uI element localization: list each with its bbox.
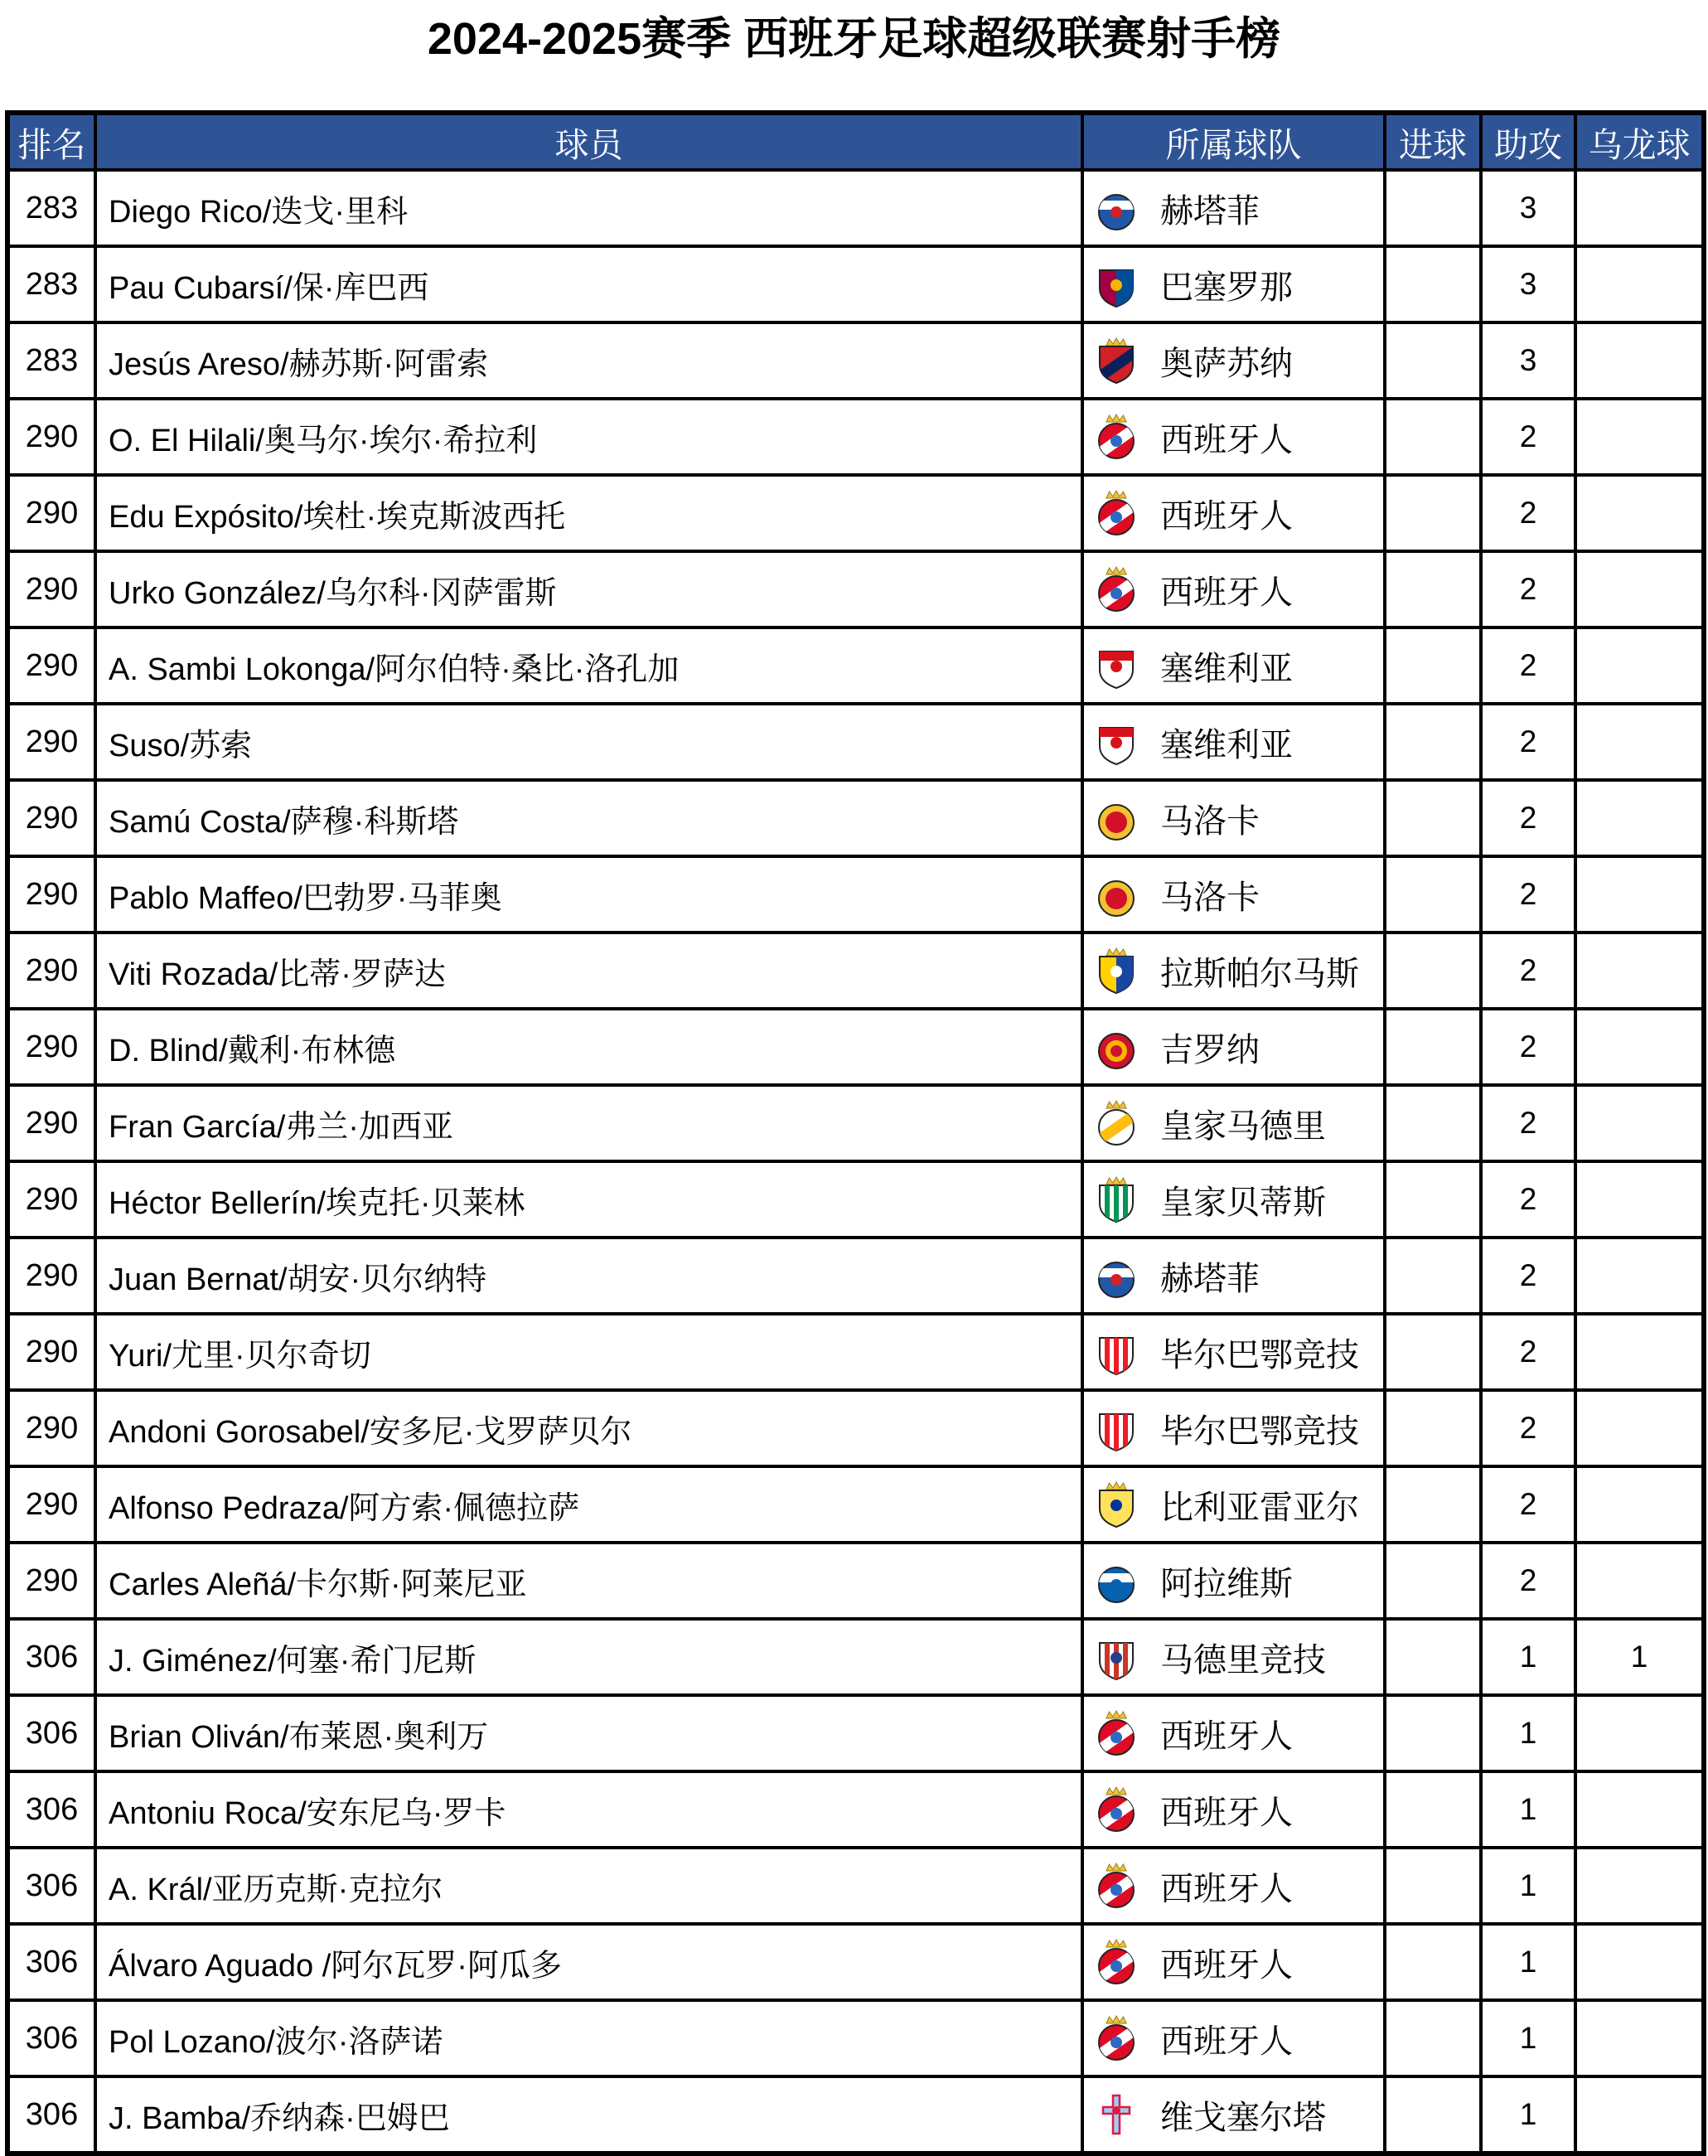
goals-cell — [1385, 551, 1481, 627]
goals-cell — [1385, 170, 1481, 246]
atletico-madrid-badge-icon — [1096, 1633, 1137, 1681]
team-name: 西班牙人 — [1160, 1794, 1293, 1831]
own-goals-cell — [1575, 1924, 1704, 2000]
goals-cell — [1385, 1085, 1481, 1161]
table-row — [7, 475, 1704, 551]
rank-cell: 290 — [7, 1009, 95, 1085]
table-row — [7, 1619, 1704, 1695]
goals-cell — [1385, 2076, 1481, 2154]
player-cell: Juan Bernat/胡安·贝尔纳特 — [95, 1238, 1082, 1314]
espanyol-badge-icon — [1096, 489, 1137, 537]
team-name: 马德里竞技 — [1160, 1641, 1326, 1679]
column-header-player: 球员 — [95, 113, 1082, 170]
assists-cell: 2 — [1481, 1390, 1575, 1466]
real-betis-badge-icon — [1096, 1175, 1137, 1223]
team-cell — [1082, 322, 1385, 399]
team-name: 皇家贝蒂斯 — [1160, 1184, 1326, 1221]
player-cell: Álvaro Aguado /阿尔瓦罗·阿瓜多 — [95, 1924, 1082, 2000]
goals-cell — [1385, 1314, 1481, 1390]
assists-cell: 2 — [1481, 551, 1575, 627]
osasuna-badge-icon — [1096, 337, 1137, 385]
team-name: 赫塔菲 — [1160, 1260, 1260, 1297]
table-row — [7, 1390, 1704, 1466]
own-goals-cell — [1575, 780, 1704, 856]
team-wrap — [1096, 870, 1382, 918]
rank-cell: 290 — [7, 780, 95, 856]
rank-cell: 283 — [7, 246, 95, 322]
own-goals-cell — [1575, 1009, 1704, 1085]
goals-cell — [1385, 933, 1481, 1009]
goals-cell — [1385, 1009, 1481, 1085]
player-cell: Yuri/尤里·贝尔奇切 — [95, 1314, 1082, 1390]
table-row — [7, 551, 1704, 627]
own-goals-cell — [1575, 1161, 1704, 1238]
player-cell: Brian Oliván/布莱恩·奥利万 — [95, 1695, 1082, 1771]
rank-cell: 306 — [7, 2000, 95, 2076]
assists-cell: 2 — [1481, 399, 1575, 475]
own-goals-cell — [1575, 551, 1704, 627]
player-cell: Alfonso Pedraza/阿方索·佩德拉萨 — [95, 1466, 1082, 1543]
team-cell — [1082, 1238, 1385, 1314]
sevilla-badge-icon — [1096, 642, 1137, 690]
rank-cell: 306 — [7, 1924, 95, 2000]
goals-cell — [1385, 1695, 1481, 1771]
team-cell — [1082, 1619, 1385, 1695]
assists-cell: 1 — [1481, 2000, 1575, 2076]
table-row — [7, 399, 1704, 475]
table-row — [7, 933, 1704, 1009]
team-cell — [1082, 1085, 1385, 1161]
real-madrid-badge-icon — [1096, 1099, 1137, 1147]
team-wrap — [1096, 1557, 1382, 1605]
rank-cell: 290 — [7, 627, 95, 704]
goals-cell — [1385, 704, 1481, 780]
own-goals-cell — [1575, 2076, 1704, 2154]
team-name: 阿拉维斯 — [1160, 1565, 1293, 1602]
assists-cell: 2 — [1481, 1085, 1575, 1161]
player-cell: Samú Costa/萨穆·科斯塔 — [95, 780, 1082, 856]
team-name: 皇家马德里 — [1160, 1107, 1326, 1145]
rank-cell: 306 — [7, 1848, 95, 1924]
table-row — [7, 322, 1704, 399]
goals-cell — [1385, 1390, 1481, 1466]
villarreal-badge-icon — [1096, 1480, 1137, 1529]
athletic-bilbao-badge-icon — [1096, 1404, 1137, 1452]
table-row — [7, 704, 1704, 780]
goals-cell — [1385, 399, 1481, 475]
assists-cell: 2 — [1481, 1238, 1575, 1314]
espanyol-badge-icon — [1096, 1709, 1137, 1757]
page-title: 2024-2025赛季 西班牙足球超级联赛射手榜 — [427, 14, 1281, 64]
team-cell — [1082, 1161, 1385, 1238]
team-wrap — [1096, 718, 1382, 766]
player-cell: Héctor Bellerín/埃克托·贝莱林 — [95, 1161, 1082, 1238]
player-cell: A. Král/亚历克斯·克拉尔 — [95, 1848, 1082, 1924]
team-cell — [1082, 2076, 1385, 2154]
team-cell — [1082, 551, 1385, 627]
rank-cell: 290 — [7, 1238, 95, 1314]
team-wrap — [1096, 1099, 1382, 1147]
own-goals-cell — [1575, 1771, 1704, 1848]
assists-cell: 2 — [1481, 856, 1575, 933]
goals-cell — [1385, 627, 1481, 704]
table-row — [7, 627, 1704, 704]
column-header-goals: 进球 — [1385, 113, 1481, 170]
table-row — [7, 1695, 1704, 1771]
player-cell: A. Sambi Lokonga/阿尔伯特·桑比·洛孔加 — [95, 627, 1082, 704]
table-row — [7, 170, 1704, 246]
team-wrap — [1096, 642, 1382, 690]
team-wrap — [1096, 1709, 1382, 1757]
own-goals-cell — [1575, 399, 1704, 475]
team-wrap — [1096, 1480, 1382, 1529]
own-goals-cell — [1575, 475, 1704, 551]
rank-cell: 290 — [7, 1466, 95, 1543]
team-cell — [1082, 2000, 1385, 2076]
team-name: 巴塞罗那 — [1160, 269, 1293, 306]
team-name: 拉斯帕尔马斯 — [1160, 955, 1359, 992]
assists-cell: 2 — [1481, 1009, 1575, 1085]
espanyol-badge-icon — [1096, 1785, 1137, 1834]
table-row — [7, 1466, 1704, 1543]
espanyol-badge-icon — [1096, 413, 1137, 461]
player-cell: O. El Hilali/奥马尔·埃尔·希拉利 — [95, 399, 1082, 475]
team-cell — [1082, 1314, 1385, 1390]
team-cell — [1082, 704, 1385, 780]
column-header-rank: 排名 — [7, 113, 95, 170]
team-name: 西班牙人 — [1160, 2023, 1293, 2060]
own-goals-cell — [1575, 1848, 1704, 1924]
assists-cell: 1 — [1481, 2076, 1575, 2154]
assists-cell: 2 — [1481, 1161, 1575, 1238]
team-cell — [1082, 170, 1385, 246]
table-row — [7, 856, 1704, 933]
rank-cell: 290 — [7, 856, 95, 933]
team-cell — [1082, 475, 1385, 551]
own-goals-cell — [1575, 704, 1704, 780]
column-header-own-goals: 乌龙球 — [1575, 113, 1704, 170]
team-cell — [1082, 1924, 1385, 2000]
goals-cell — [1385, 1161, 1481, 1238]
rank-cell: 290 — [7, 1085, 95, 1161]
assists-cell: 3 — [1481, 322, 1575, 399]
team-name: 吉罗纳 — [1160, 1031, 1260, 1068]
own-goals-cell — [1575, 322, 1704, 399]
assists-cell: 2 — [1481, 1314, 1575, 1390]
team-cell — [1082, 1009, 1385, 1085]
player-cell: Fran García/弗兰·加西亚 — [95, 1085, 1082, 1161]
team-cell — [1082, 856, 1385, 933]
own-goals-cell — [1575, 1238, 1704, 1314]
table-row — [7, 1161, 1704, 1238]
team-name: 西班牙人 — [1160, 497, 1293, 535]
column-header-assists: 助攻 — [1481, 113, 1575, 170]
girona-badge-icon — [1096, 1023, 1137, 1071]
rank-cell: 290 — [7, 1314, 95, 1390]
goals-cell — [1385, 322, 1481, 399]
team-wrap — [1096, 184, 1382, 232]
las-palmas-badge-icon — [1096, 947, 1137, 995]
goals-cell — [1385, 1924, 1481, 2000]
goals-cell — [1385, 1238, 1481, 1314]
rank-cell: 290 — [7, 704, 95, 780]
team-name: 塞维利亚 — [1160, 726, 1293, 763]
assists-cell: 2 — [1481, 704, 1575, 780]
sevilla-badge-icon — [1096, 718, 1137, 766]
team-wrap — [1096, 1328, 1382, 1376]
goals-cell — [1385, 1466, 1481, 1543]
table-row — [7, 780, 1704, 856]
rank-cell: 306 — [7, 1695, 95, 1771]
table-row — [7, 1543, 1704, 1619]
player-cell: Andoni Gorosabel/安多尼·戈罗萨贝尔 — [95, 1390, 1082, 1466]
rank-cell: 283 — [7, 322, 95, 399]
alaves-badge-icon — [1096, 1557, 1137, 1605]
own-goals-cell — [1575, 1466, 1704, 1543]
own-goals-cell: 1 — [1575, 1619, 1704, 1695]
scorers-table — [5, 110, 1706, 2156]
assists-cell: 2 — [1481, 1466, 1575, 1543]
espanyol-badge-icon — [1096, 565, 1137, 613]
team-cell — [1082, 1543, 1385, 1619]
team-wrap — [1096, 337, 1382, 385]
own-goals-cell — [1575, 1695, 1704, 1771]
team-wrap — [1096, 260, 1382, 308]
team-cell — [1082, 399, 1385, 475]
rank-cell: 290 — [7, 1161, 95, 1238]
player-cell: Antoniu Roca/安东尼乌·罗卡 — [95, 1771, 1082, 1848]
table-row — [7, 1238, 1704, 1314]
team-wrap — [1096, 1175, 1382, 1223]
assists-cell: 1 — [1481, 1771, 1575, 1848]
getafe-badge-icon — [1096, 1252, 1137, 1300]
assists-cell: 1 — [1481, 1924, 1575, 2000]
own-goals-cell — [1575, 2000, 1704, 2076]
own-goals-cell — [1575, 170, 1704, 246]
goals-cell — [1385, 2000, 1481, 2076]
assists-cell: 1 — [1481, 1695, 1575, 1771]
table-body — [7, 170, 1704, 2154]
espanyol-badge-icon — [1096, 1862, 1137, 1910]
goals-cell — [1385, 1619, 1481, 1695]
team-wrap — [1096, 1633, 1382, 1681]
player-cell: Viti Rozada/比蒂·罗萨达 — [95, 933, 1082, 1009]
team-wrap — [1096, 1252, 1382, 1300]
player-cell: J. Bamba/乔纳森·巴姆巴 — [95, 2076, 1082, 2154]
team-cell — [1082, 933, 1385, 1009]
own-goals-cell — [1575, 1314, 1704, 1390]
table-row — [7, 1314, 1704, 1390]
rank-cell: 290 — [7, 1543, 95, 1619]
goals-cell — [1385, 246, 1481, 322]
team-name: 奥萨苏纳 — [1160, 345, 1293, 382]
player-cell: Diego Rico/迭戈·里科 — [95, 170, 1082, 246]
team-wrap — [1096, 489, 1382, 537]
team-cell — [1082, 1848, 1385, 1924]
table-row — [7, 246, 1704, 322]
assists-cell: 3 — [1481, 246, 1575, 322]
goals-cell — [1385, 1543, 1481, 1619]
team-wrap — [1096, 1404, 1382, 1452]
team-name: 毕尔巴鄂竞技 — [1160, 1336, 1359, 1374]
player-cell: Edu Expósito/埃杜·埃克斯波西托 — [95, 475, 1082, 551]
team-cell — [1082, 1466, 1385, 1543]
assists-cell: 2 — [1481, 933, 1575, 1009]
player-cell: Suso/苏索 — [95, 704, 1082, 780]
team-name: 西班牙人 — [1160, 574, 1293, 611]
own-goals-cell — [1575, 856, 1704, 933]
table-row — [7, 2000, 1704, 2076]
barcelona-badge-icon — [1096, 260, 1137, 308]
own-goals-cell — [1575, 1543, 1704, 1619]
rank-cell: 290 — [7, 475, 95, 551]
rank-cell: 306 — [7, 2076, 95, 2154]
espanyol-badge-icon — [1096, 1938, 1137, 1986]
team-name: 比利亚雷亚尔 — [1160, 1489, 1359, 1526]
assists-cell: 2 — [1481, 1543, 1575, 1619]
team-name: 马洛卡 — [1160, 879, 1260, 916]
team-wrap — [1096, 1023, 1382, 1071]
rank-cell: 290 — [7, 933, 95, 1009]
player-cell: Pablo Maffeo/巴勃罗·马菲奥 — [95, 856, 1082, 933]
team-cell — [1082, 1390, 1385, 1466]
team-cell — [1082, 780, 1385, 856]
team-name: 毕尔巴鄂竞技 — [1160, 1412, 1359, 1450]
table-row — [7, 2076, 1704, 2154]
player-cell: D. Blind/戴利·布林德 — [95, 1009, 1082, 1085]
team-wrap — [1096, 794, 1382, 842]
table-row — [7, 1009, 1704, 1085]
table-row — [7, 1771, 1704, 1848]
rank-cell: 283 — [7, 170, 95, 246]
rank-cell: 290 — [7, 1390, 95, 1466]
team-wrap — [1096, 1938, 1382, 1986]
player-cell: Jesús Areso/赫苏斯·阿雷索 — [95, 322, 1082, 399]
team-name: 西班牙人 — [1160, 1718, 1293, 1755]
team-name: 西班牙人 — [1160, 421, 1293, 458]
rank-cell: 290 — [7, 551, 95, 627]
goals-cell — [1385, 1848, 1481, 1924]
rank-cell: 306 — [7, 1619, 95, 1695]
goals-cell — [1385, 856, 1481, 933]
assists-cell: 2 — [1481, 627, 1575, 704]
assists-cell: 1 — [1481, 1619, 1575, 1695]
goals-cell — [1385, 780, 1481, 856]
team-wrap — [1096, 413, 1382, 461]
own-goals-cell — [1575, 1390, 1704, 1466]
player-cell: Pau Cubarsí/保·库巴西 — [95, 246, 1082, 322]
goals-cell — [1385, 1771, 1481, 1848]
column-header-team: 所属球队 — [1082, 113, 1385, 170]
mallorca-badge-icon — [1096, 794, 1137, 842]
table-header — [7, 113, 1704, 170]
table-row — [7, 1848, 1704, 1924]
own-goals-cell — [1575, 246, 1704, 322]
own-goals-cell — [1575, 933, 1704, 1009]
assists-cell: 3 — [1481, 170, 1575, 246]
team-cell — [1082, 1695, 1385, 1771]
team-cell — [1082, 246, 1385, 322]
assists-cell: 2 — [1481, 475, 1575, 551]
team-wrap — [1096, 565, 1382, 613]
team-wrap — [1096, 2014, 1382, 2062]
header-row — [7, 113, 1704, 170]
assists-cell: 1 — [1481, 1848, 1575, 1924]
table-row — [7, 1924, 1704, 2000]
table-row — [7, 1085, 1704, 1161]
mallorca-badge-icon — [1096, 870, 1137, 918]
team-name: 马洛卡 — [1160, 802, 1260, 840]
espanyol-badge-icon — [1096, 2014, 1137, 2062]
team-cell — [1082, 627, 1385, 704]
player-cell: J. Giménez/何塞·希门尼斯 — [95, 1619, 1082, 1695]
own-goals-cell — [1575, 627, 1704, 704]
assists-cell: 2 — [1481, 780, 1575, 856]
team-name: 西班牙人 — [1160, 1870, 1293, 1907]
team-wrap — [1096, 1785, 1382, 1834]
player-cell: Carles Aleñá/卡尔斯·阿莱尼亚 — [95, 1543, 1082, 1619]
athletic-bilbao-badge-icon — [1096, 1328, 1137, 1376]
player-cell: Pol Lozano/波尔·洛萨诺 — [95, 2000, 1082, 2076]
rank-cell: 290 — [7, 399, 95, 475]
team-name: 维戈塞尔塔 — [1160, 2099, 1326, 2136]
team-name: 赫塔菲 — [1160, 192, 1260, 230]
getafe-badge-icon — [1096, 184, 1137, 232]
team-wrap — [1096, 947, 1382, 995]
goals-cell — [1385, 475, 1481, 551]
team-name: 塞维利亚 — [1160, 650, 1293, 687]
team-wrap — [1096, 1862, 1382, 1910]
player-cell: Urko González/乌尔科·冈萨雷斯 — [95, 551, 1082, 627]
rank-cell: 306 — [7, 1771, 95, 1848]
team-name: 西班牙人 — [1160, 1946, 1293, 1984]
own-goals-cell — [1575, 1085, 1704, 1161]
team-cell — [1082, 1771, 1385, 1848]
celta-vigo-badge-icon — [1096, 2091, 1137, 2139]
team-wrap — [1096, 2091, 1382, 2139]
